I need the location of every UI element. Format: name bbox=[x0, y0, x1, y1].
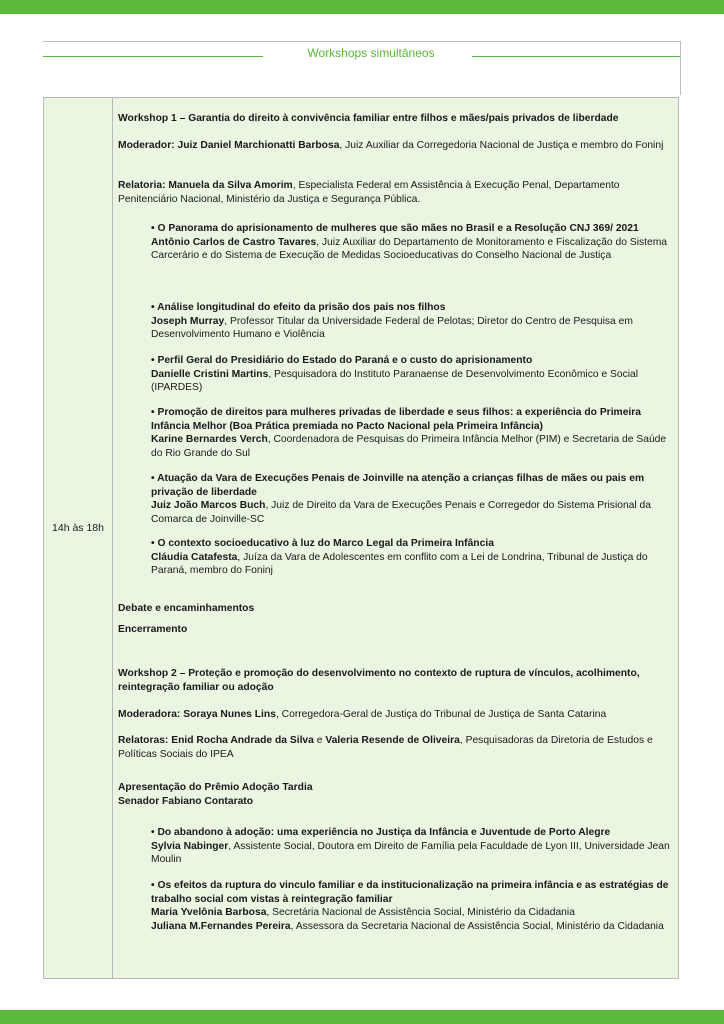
bottom-accent-bar bbox=[0, 1010, 724, 1024]
award-presentation: Apresentação do Prêmio Adoção Tardia bbox=[118, 782, 313, 793]
ws1-item-4 bbox=[151, 406, 673, 460]
item-title: • Análise longitudinal do efeito da prisão dos pais nos filhos bbox=[151, 302, 446, 313]
item-speaker: Sylvia Nabinger bbox=[151, 840, 229, 852]
ws2-item-1 bbox=[151, 826, 673, 867]
item-title: • Perfil Geral do Presidiário do Estado do Paraná e o custo do aprisionamento bbox=[151, 355, 533, 366]
ws1-item-5 bbox=[151, 472, 673, 526]
workshop-1-reporter bbox=[118, 179, 673, 206]
ws1-item-3 bbox=[151, 354, 673, 395]
item-speaker: Maria Yvelônia Barbosa bbox=[151, 907, 267, 918]
header-rule bbox=[43, 41, 680, 42]
header-side-rule bbox=[680, 41, 681, 95]
item-desc: , Secretária Nacional de Assistência Social, Ministério da Cidadania bbox=[266, 907, 575, 918]
item-title: • O Panorama do aprisionamento de mulheres que são mães no Brasil e a Resolução CNJ 369/ 2021 bbox=[151, 223, 639, 234]
workshop-2-reporters bbox=[118, 734, 673, 761]
item-title: • Do abandono à adoção: uma experiência no Justiça da Infância e Juventude de Porto Alegre bbox=[151, 827, 611, 838]
moderator-name: Moderador: Juiz Daniel Marchionatti Barbosa bbox=[118, 140, 340, 151]
top-accent-bar bbox=[0, 0, 724, 14]
ws1-item-6 bbox=[151, 537, 673, 578]
item-title: • Atuação da Vara de Execuções Penais de Joinville na atenção a crianças filhas de mães ou pais em privação de liberdade bbox=[151, 473, 645, 498]
item-title: • Os efeitos da ruptura do vinculo familiar e da institucionalização na primeira infância e as estratégias de trabalho social com vistas à reintegração familiar bbox=[151, 880, 669, 905]
header-green-rule-left bbox=[43, 56, 263, 57]
debate-label: Debate e encaminhamentos bbox=[118, 603, 255, 614]
moderator-desc: , Juiz Auxiliar da Corregedoria Nacional de Justiça e membro do Foninj bbox=[339, 140, 664, 151]
item-desc: , Coordenadora de Pesquisas do Primeira Infância Melhor (PIM) e Secretaria de Saúde do Rio Grande do Sul bbox=[151, 434, 667, 459]
header-green-rule-right bbox=[460, 56, 680, 57]
reporters-desc: , Pesquisadoras da Diretoria de Estudos e Políticas Sociais do IPEA bbox=[118, 735, 653, 760]
reporter-name: Relatoria: Manuela da Silva Amorim bbox=[118, 180, 293, 191]
item-desc-2: , Assessora da Secretaria Nacional de Assistência Social, Ministério da Cidadania bbox=[290, 920, 664, 932]
section-title: Workshops simultâneos bbox=[270, 46, 472, 60]
item-speaker: Danielle Cristini Martins bbox=[151, 368, 269, 380]
item-desc: , Professor Titular da Universidade Federal de Pelotas; Diretor do Centro de Pesquisa em Desenvolvimento Humano e Violência bbox=[151, 315, 633, 340]
item-title: • Promoção de direitos para mulheres privadas de liberdade e seus filhos: a experiência do Primeira Infância Melhor (Boa Prática premiada no Pacto Nacional pela Primeira Infância) bbox=[151, 407, 642, 432]
workshop-2-title: Workshop 2 – Proteção e promoção do desenvolvimento no contexto de ruptura de vínculos, acolhimento, reintegração familiar ou adoção bbox=[118, 668, 640, 693]
item-speaker: Joseph Murray bbox=[151, 315, 225, 327]
award-senator: Senador Fabiano Contarato bbox=[118, 796, 254, 807]
ws1-item-1 bbox=[151, 222, 673, 263]
item-desc: , Assistente Social, Doutora em Direito de Família pela Faculdade de Lyon III, Universidade Jean Moulin bbox=[151, 840, 670, 865]
reporter-desc: , Especialista Federal em Assistência à Execução Penal, Departamento Penitenciário Nacional, Ministério da Justiça e Segurança Pública. bbox=[118, 180, 620, 205]
closing-label: Encerramento bbox=[118, 624, 188, 635]
item-speaker: Antônio Carlos de Castro Tavares bbox=[151, 236, 317, 248]
item-speaker: Juiz João Marcos Buch bbox=[151, 500, 266, 511]
reporter-name-1: Relatoras: Enid Rocha Andrade da Silva bbox=[118, 735, 314, 746]
item-desc: , Juiz Auxiliar do Departamento de Monitoramento e Fiscalização do Sistema Carcerário e do Sistema de Execução de Medidas Socioeducativas do Conselho Nacional de Justiça bbox=[151, 236, 668, 261]
item-speaker-2: Juliana M.Fernandes Pereira bbox=[151, 920, 291, 932]
item-desc: , Juíza da Vara de Adolescentes em conflito com a Lei de Londrina, Tribunal de Justiça do Paraná, membro do Foninj bbox=[151, 551, 648, 576]
ws2-item-2 bbox=[151, 879, 673, 933]
ws1-item-2 bbox=[151, 301, 673, 342]
workshop-1-title: Workshop 1 – Garantia do direito à convivência familiar entre filhos e mães/pais privados de liberdade bbox=[118, 113, 619, 124]
workshop-1-moderator bbox=[118, 139, 673, 153]
item-desc: , Pesquisadora do Instituto Paranaense de Desenvolvimento Econômico e Social (IPARDES) bbox=[151, 368, 639, 393]
program-column bbox=[113, 98, 678, 978]
item-speaker: Cláudia Catafesta bbox=[151, 551, 238, 563]
reporters-and: e bbox=[313, 735, 326, 746]
moderator-name: Moderadora: Soraya Nunes Lins bbox=[118, 709, 276, 720]
workshop-2-moderator bbox=[118, 708, 673, 722]
schedule-table bbox=[43, 97, 679, 979]
item-desc: , Juiz de Direito da Vara de Execuções Penais e Corregedor do Sistema Prisional da Comarca de Joinville-SC bbox=[151, 500, 652, 525]
time-slot: 14h às 18h bbox=[52, 522, 104, 534]
item-title: • O contexto socioeducativo à luz do Marco Legal da Primeira Infância bbox=[151, 538, 494, 549]
moderator-desc: , Corregedora-Geral de Justiça do Tribunal de Justiça de Santa Catarina bbox=[275, 709, 607, 720]
time-column bbox=[44, 98, 113, 978]
item-speaker: Karine Bernardes Verch bbox=[151, 434, 268, 445]
reporter-name-2: Valeria Resende de Oliveira bbox=[325, 735, 460, 746]
